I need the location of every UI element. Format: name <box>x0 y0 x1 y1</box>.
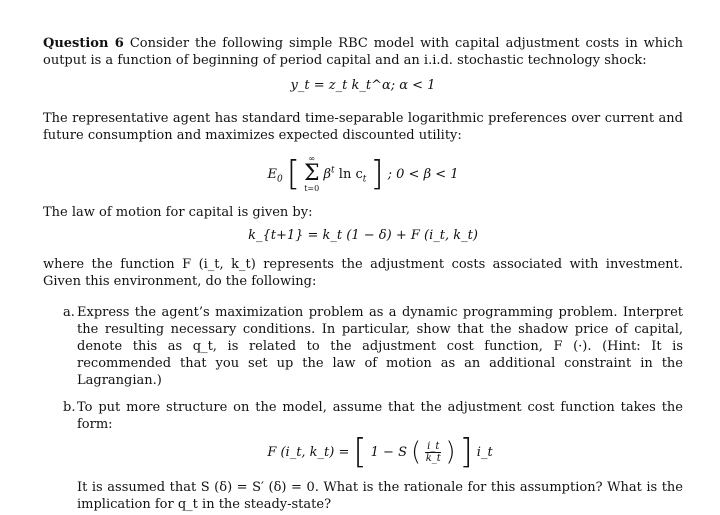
cost-inner: 1 − S <box>370 444 407 460</box>
assumption-text: It is assumed that S (δ) = S′ (δ) = 0. What is the rationale for this assumption? What is the implication for q_t in the steady-state? <box>77 480 683 512</box>
question-intro <box>43 35 683 69</box>
beta-condition: ; 0 < β < 1 <box>387 166 459 182</box>
item-label: a. <box>63 305 75 320</box>
left-bracket: [ <box>353 432 367 472</box>
item-label: b. <box>63 400 76 415</box>
where-text: where the function F (i_t, k_t) represents the adjustment costs associated with investment. Given this environment, do the following: <box>43 257 683 289</box>
intro-text: Consider the following simple RBC model with capital adjustment costs in which output is a function of beginning of period capital and an i.i.d. stochastic technology shock: <box>43 36 683 68</box>
investment-capital-fraction: $\frac{i\_t}{k\_t}$ <box>425 440 441 464</box>
adjustment-cost-equation: F (i_t, k_t) = [ 1 − S ( $\frac{i\_t}{k\_t}$ ) ] i_t <box>267 432 493 472</box>
question-container <box>43 35 683 513</box>
item-text: Express the agent’s maximization problem as a dynamic programming problem. Interpret the resulting necessary conditions. In particular, show that the shadow price of capital, denote this as q_t, is related to the adjustment cost function, F (·). (Hint: It is recommended that you set up the law of motion as an additional constraint in the Lagrangian.) <box>77 305 683 388</box>
right-bracket: ] <box>459 432 473 472</box>
sum-term: $\beta^t$ $\ln c_t$ <box>323 165 367 185</box>
item-text: To put more structure on the model, assume that the adjustment cost function takes the form: <box>77 400 683 432</box>
production-equation: y_t = z_t k_t^α; α < 1 <box>290 78 436 93</box>
expectation-symbol: $E_0$ <box>267 166 283 185</box>
cost-rhs: i_t <box>476 444 493 460</box>
question-title: Question 6 <box>43 36 124 51</box>
left-bracket: [ <box>286 154 300 194</box>
list-item <box>63 399 683 433</box>
preferences-text: The representative agent has standard time-separable logarithmic preferences over current and future consumption and maximizes expected discounted utility: <box>43 111 683 143</box>
right-bracket: ] <box>370 154 384 194</box>
cost-lhs: F (i_t, k_t) = <box>267 444 350 460</box>
sum-symbol: ∞ Σ t=0 <box>303 154 320 193</box>
law-intro-text: The law of motion for capital is given by: <box>43 205 313 220</box>
utility-equation <box>43 154 683 194</box>
list-item <box>63 304 683 389</box>
law-of-motion-equation: k_{t+1} = k_t (1 − δ) + F (i_t, k_t) <box>248 228 478 243</box>
